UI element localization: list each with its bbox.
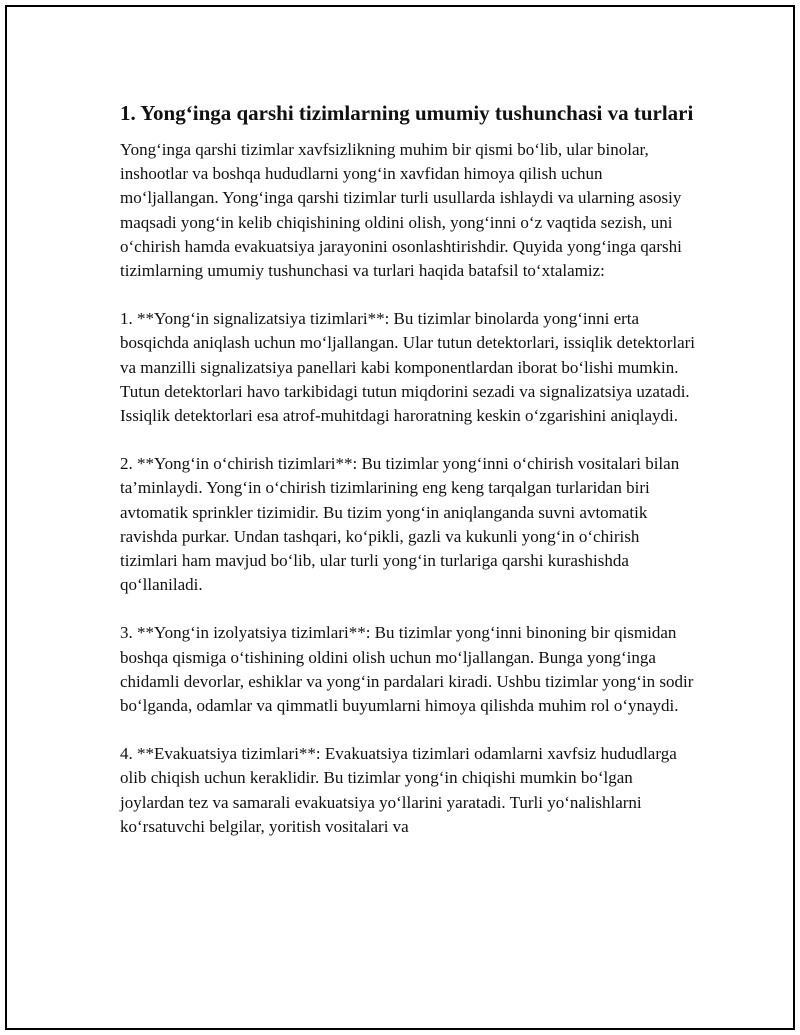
paragraph-fire-suppression-systems: 2. **Yong‘in o‘chirish tizimlari**: Bu tizimlar yong‘inni o‘chirish vositalari bilan ta’minlaydi. Yong‘in o‘chirish tizimlarining eng keng tarqalgan turlaridan biri avtomatik sprinkler tizimidir. Bu tizim yong‘in aniqlanganda suvni avtomatik ravishda purkar. Undan tashqari, ko‘pikli, gazli va kukunli yong‘in o‘chirish tizimlari ham mavjud bo‘lib, ular turli yong‘in turlariga qarshi kurashishda qo‘llaniladi. bbox=[120, 454, 680, 595]
intro-paragraph: Yong‘inga qarshi tizimlar xavfsizlikning muhim bir qismi bo‘lib, ular binolar, inshootlar va boshqa hududlarni yong‘in xavfidan himoya qilish uchun mo‘ljallangan. Yong‘inga qarshi tizimlar turli usullarda ishlaydi va ularning asosiy maqsadi yong‘in kelib chiqishining oldini olish, yong‘inni o‘z vaqtida sezish, uni o‘chirish hamda evakuatsiya jarayonini osonlashtirishdir. Quyida yong‘inga qarshi tizimlarning umumiy tushunchasi va turlari haqida batafsil to‘xtalamiz: bbox=[120, 140, 682, 281]
paragraph-evacuation-systems: 4. **Evakuatsiya tizimlari**: Evakuatsiya tizimlari odamlarni xavfsiz hududlarga olib chiqish uchun keraklidir. Bu tizimlar yong‘in chiqishi mumkin bo‘lgan joylardan tez va samarali evakuatsiya yo‘llarini yaratadi. Turli yo‘nalishlarni ko‘rsatuvchi belgilar, yoritish vositalari va bbox=[120, 744, 677, 836]
document-page bbox=[5, 5, 795, 1030]
document-body bbox=[120, 99, 700, 839]
paragraph-fire-alarm-systems: 1. **Yong‘in signalizatsiya tizimlari**: Bu tizimlar binolarda yong‘inni erta bosqichda aniqlash uchun mo‘ljallangan. Ular tutun detektorlari, issiqlik detektorlari va manzilli signalizatsiya panellari kabi komponentlardan iborat bo‘lishi mumkin. Tutun detektorlari havo tarkibidagi tutun miqdorini sezadi va signalizatsiya uzatadi. Issiqlik detektorlari esa atrof-muhitdagi haroratning keskin o‘zgarishini aniqlaydi. bbox=[120, 309, 696, 426]
paragraph-fire-isolation-systems: 3. **Yong‘in izolyatsiya tizimlari**: Bu tizimlar yong‘inni binoning bir qismidan boshqa qismiga o‘tishining oldini olish uchun mo‘ljallangan. Bunga yong‘inga chidamli devorlar, eshiklar va yong‘in pardalari kiradi. Ushbu tizimlar yong‘in sodir bo‘lganda, odamlar va qimmatli buyumlarni himoya qilishda muhim rol o‘ynaydi. bbox=[120, 623, 694, 716]
section-heading: 1. Yong‘inga qarshi tizimlarning umumiy tushunchasi va turlari bbox=[120, 101, 694, 125]
